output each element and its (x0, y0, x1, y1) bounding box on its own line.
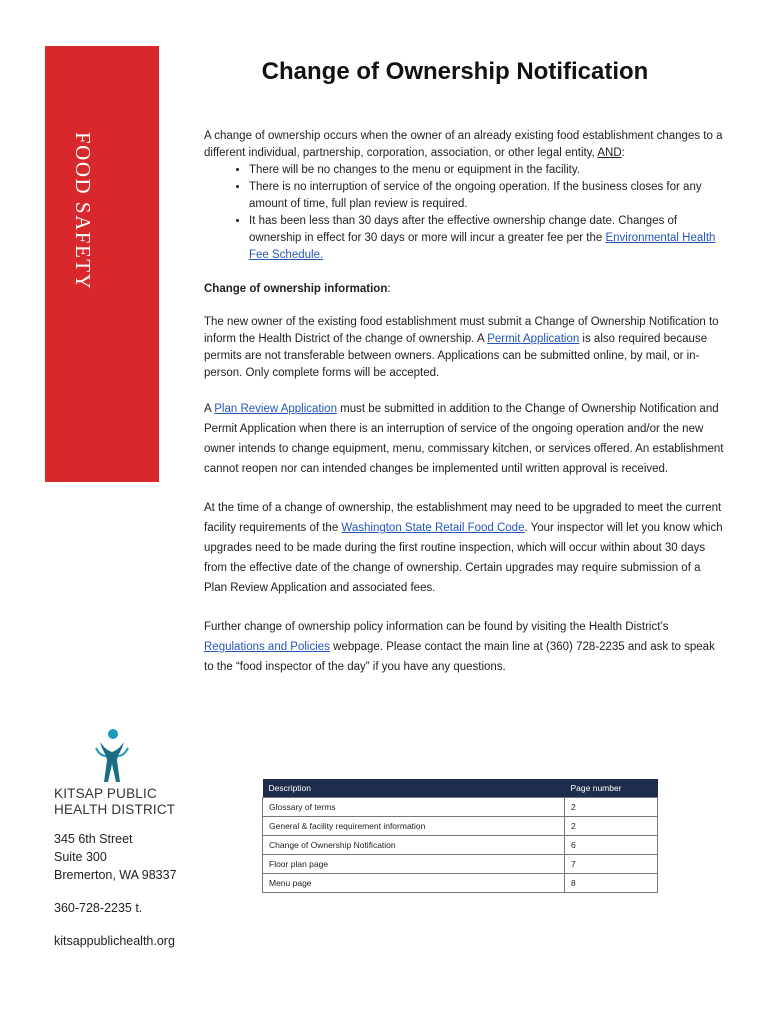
person-figure-icon (94, 728, 130, 784)
section-heading (204, 281, 724, 298)
page-number-header: Page number (565, 779, 658, 798)
row-description: Floor plan page (263, 855, 565, 874)
org-phone: 360-728-2235 t. (54, 901, 143, 915)
description-header: Description (263, 779, 565, 798)
row-page: 2 (565, 817, 658, 836)
row-page: 7 (565, 855, 658, 874)
address-line: Suite 300 (54, 850, 107, 864)
para-text: must be submitted in addition to the Change of Ownership Notification and Permit Application when there is an interruption of service of the ongoing operation and/or the new owner intends to change equipment, menu, commissary kitchen, or services offered. An establishment cannot reopen nor can intended changes be implemented until written approval is received. (204, 403, 724, 475)
org-address (54, 830, 177, 884)
address-line: Bremerton, WA 98337 (54, 868, 177, 882)
conditions-list (204, 162, 724, 264)
plan-review-application-link[interactable]: Plan Review Application (214, 403, 337, 415)
row-page: 2 (565, 798, 658, 817)
table-row (263, 836, 658, 855)
contents-table (262, 779, 658, 893)
row-page: 6 (565, 836, 658, 855)
row-description: General & facility requirement information (263, 817, 565, 836)
plan-review-paragraph (204, 399, 724, 479)
address-line: 345 6th Street (54, 832, 133, 846)
org-website: kitsappublichealth.org (54, 934, 175, 948)
para-text: webpage. Please contact the main line at (360) 728-2235 and ask to speak to the “food inspector of the day” if you have any questions. (204, 641, 715, 673)
food-code-link[interactable]: Washington State Retail Food Code (341, 522, 525, 534)
row-description: Menu page (263, 874, 565, 893)
main-content (204, 128, 724, 677)
para-text: Further change of ownership policy information can be found by visiting the Health District’s (204, 621, 669, 633)
food-safety-band (45, 46, 159, 482)
permit-application-link[interactable]: Permit Application (487, 333, 580, 345)
section-heading-text: Change of ownership information (204, 283, 388, 295)
page-title: Change of Ownership Notification (261, 58, 649, 85)
section-heading-colon: : (387, 283, 391, 295)
org-name-line: KITSAP PUBLIC (54, 786, 157, 801)
table-row (263, 798, 658, 817)
new-owner-paragraph (204, 314, 724, 382)
table-header-row (263, 779, 658, 798)
list-item (249, 213, 724, 264)
table-row (263, 817, 658, 836)
intro-and: AND (597, 147, 622, 159)
policy-paragraph (204, 617, 724, 677)
para-text: At the time of a change of ownership, the establishment may need to be upgraded to meet the current facility requirements of the (204, 502, 722, 534)
row-page: 8 (565, 874, 658, 893)
org-name-line: HEALTH DISTRICT (54, 802, 176, 817)
para-text: is also required because permits are not transferable between owners. Applications can be submitted online, by mail, or in-person. Only complete forms will be accepted. (204, 333, 708, 379)
list-item: • There is no interruption of service of the ongoing operation. If the business closes for any amount of time, full plan review is required. (249, 179, 724, 213)
row-description: Change of Ownership Notification (263, 836, 565, 855)
table-row (263, 855, 658, 874)
para-text: A (204, 403, 215, 415)
list-item-text: It has been less than 30 days after the effective ownership change date. Changes of ownership in effect for 30 days or more will incur a greater fee per the (249, 215, 678, 244)
regulations-policies-link[interactable]: Regulations and Policies (204, 641, 330, 653)
intro-colon: : (621, 147, 625, 159)
table-row (263, 874, 658, 893)
intro-paragraph (204, 128, 724, 162)
intro-text: A change of ownership occurs when the owner of an already existing food establishment changes to a different individual, partnership, corporation, association, or other legal entity, (204, 130, 723, 159)
food-safety-label: FOOD SAFETY (71, 132, 95, 291)
fee-schedule-link[interactable]: Environmental Health Fee Schedule. (249, 232, 716, 261)
list-item: • There will be no changes to the menu or equipment in the facility. (249, 162, 724, 179)
row-description: Glossary of terms (263, 798, 565, 817)
para-text: The new owner of the existing food establishment must submit a Change of Ownership Notification to inform the Health District of the change of ownership. A (204, 316, 719, 345)
upgrade-paragraph (204, 498, 724, 598)
para-text: . Your inspector will let you know which upgrades need to be made during the first routine inspection, which will occur within about 30 days from the effective date of the change of ownership. Certain upgrades may require submission of a Plan Review Application and associated fees. (204, 522, 723, 594)
org-name (54, 786, 175, 818)
